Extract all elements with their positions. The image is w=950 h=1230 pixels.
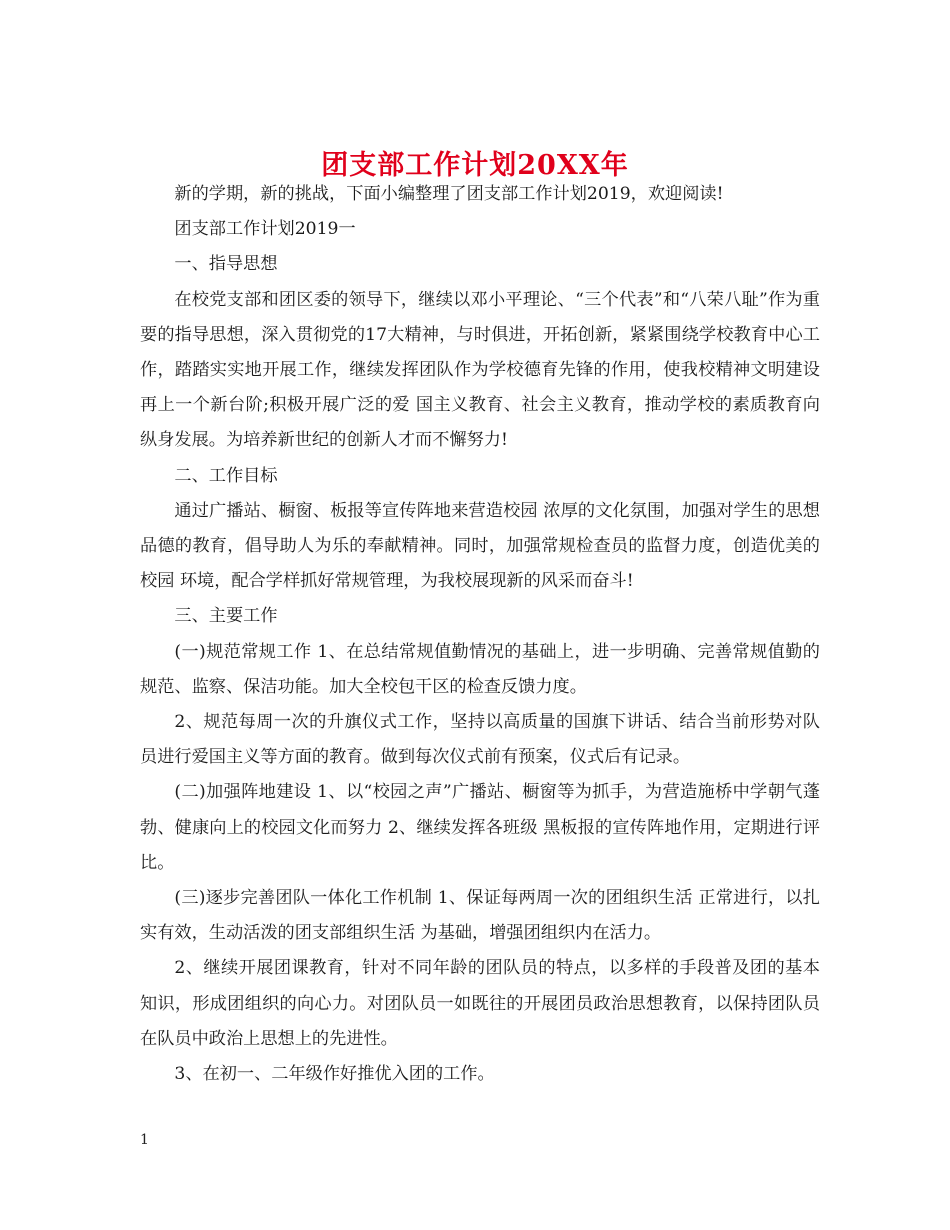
- paragraph-main-work-1: (一)规范常规工作 1、在总结常规值勤情况的基础上，进一步明确、完善常规值勤的规范、监察、保洁功能。加大全校包干区的检查反馈力度。: [140, 641, 820, 697]
- paragraph-main-work-2: 2、规范每周一次的升旗仪式工作，坚持以高质量的国旗下讲话、结合当前形势对队员进行爱国主义等方面的教育。做到每次仪式前有预案，仪式后有记录。: [140, 712, 820, 768]
- paragraph-guiding-ideology: 在校党支部和团区委的领导下，继续以邓小平理论、“三个代表”和“八荣八耻”作为重要的指导思想，深入贯彻党的17大精神，与时俱进，开拓创新，紧紧围绕学校教育中心工作，踏踏实实地开展工作，继续发挥团队作为学校德育先锋的作用，使我校精神文明建设再上一个新台阶;积极开展广泛的爱 国主义教育、社会主义教育，推动学校的素质教育向纵身发展。为培养新世纪的创新人才而不懈努力!: [140, 289, 820, 451]
- paragraph-plan-heading: 团支部工作计划2019一: [174, 219, 356, 240]
- document-body: [140, 177, 820, 1092]
- paragraph-work-goals: 通过广播站、橱窗、板报等宣传阵地来营造校园 浓厚的文化氛围，加强对学生的思想品德的教育，倡导助人为乐的奉献精神。同时，加强常规检查员的监督力度，创造优美的校园 环境，配合学样抓好常规管理，为我校展现新的风采而奋斗!: [140, 500, 820, 592]
- page-number: 1: [140, 1132, 149, 1148]
- section-heading-main-work: 三、主要工作: [174, 606, 278, 627]
- paragraph-main-work-4: (三)逐步完善团队一体化工作机制 1、保证每两周一次的团组织生活 正常进行，以扎实有效，生动活泼的团支部组织生活 为基础，增强团组织内在活力。: [140, 888, 820, 944]
- paragraph-intro: 新的学期，新的挑战，下面小编整理了团支部工作计划2019，欢迎阅读!: [174, 184, 724, 204]
- paragraph-main-work-3: (二)加强阵地建设 1、以“校园之声”广播站、橱窗等为抓手，为营造施桥中学朝气蓬勃、健康向上的校园文化而努力 2、继续发挥各班级 黑板报的宣传阵地作用，定期进行评比。: [140, 782, 820, 873]
- section-heading-work-goals: 二、工作目标: [174, 465, 278, 486]
- paragraph-main-work-6: 3、在初一、二年级作好推优入团的工作。: [174, 1064, 495, 1085]
- document-title: 团支部工作计划20XX年: [321, 150, 629, 182]
- paragraph-main-work-5: 2、继续开展团课教育，针对不同年龄的团队员的特点，以多样的手段普及团的基本知识，形成团组织的向心力。对团队员一如既往的开展团员政治思想教育，以保持团队员在队员中政治上思想上的先进性。: [140, 958, 820, 1049]
- section-heading-guiding-ideology: 一、指导思想: [174, 254, 278, 275]
